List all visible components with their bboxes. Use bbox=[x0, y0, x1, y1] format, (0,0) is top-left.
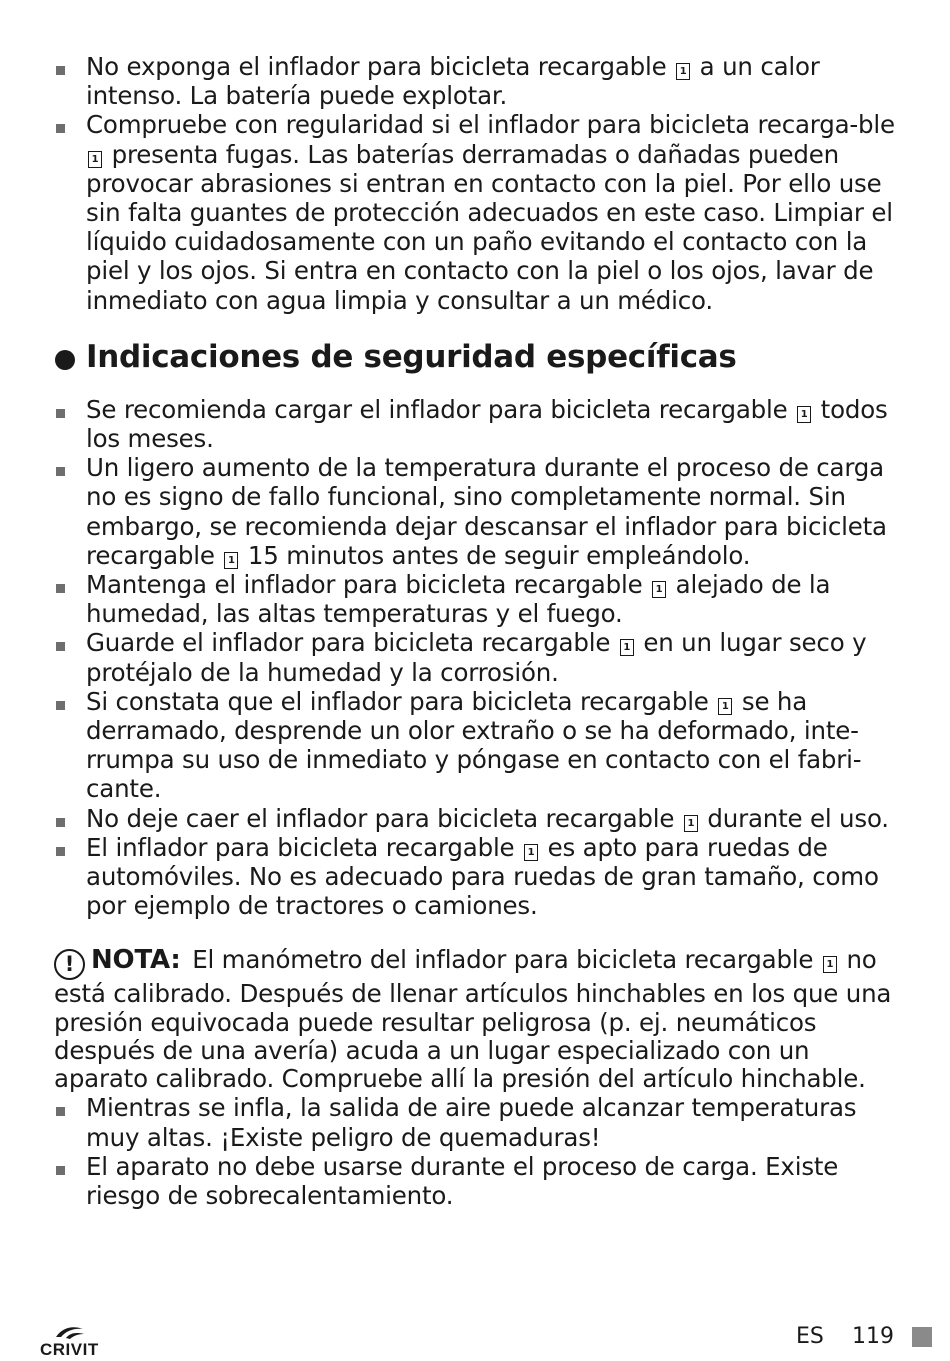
section-heading bbox=[54, 337, 904, 377]
bullet-square bbox=[56, 1107, 65, 1116]
section-title: Indicaciones de seguridad específicas bbox=[86, 338, 737, 375]
language-code: ES bbox=[796, 1324, 824, 1349]
list-item: El aparato no debe usarse durante el proceso de carga. Existe riesgo de sobrecalentamiento. bbox=[54, 1152, 904, 1210]
bullet-square bbox=[56, 1166, 65, 1175]
bullet-square bbox=[56, 818, 65, 827]
bullet-square bbox=[56, 701, 65, 710]
component-ref-marker: 1 bbox=[620, 639, 634, 656]
safety-bullet-list bbox=[54, 395, 904, 921]
component-ref-marker: 1 bbox=[797, 406, 811, 423]
list-item: Compruebe con regularidad si el inflador para bicicleta recarga-ble 1 presenta fugas. Las baterías derramadas o dañadas pueden provocar abrasiones si entran en contacto con la piel. Por ello use sin falta guantes de protección adecuados en este caso. Limpiar el líquido cuidadosamente con un paño evitando el contacto con la piel y los ojos. Si entra en contacto con la piel o los ojos, lavar de inmediato con agua limpia y consultar a un médico. bbox=[54, 110, 904, 314]
component-ref-marker: 1 bbox=[684, 815, 698, 832]
page-content bbox=[54, 52, 904, 1210]
component-ref-marker: 1 bbox=[718, 698, 732, 715]
note-paragraph: ! NOTA: El manómetro del inflador para bicicleta recargable 1 no está calibrado. Después de llenar artículos hinchables en los que una presión equivocada puede resultar peligrosa (p. ej. neumáticos después de una avería) acuda a un lugar especializado con un aparato calibrado. Compruebe allí la presión del artículo hinchable. bbox=[54, 945, 892, 1094]
top-bullet-list bbox=[54, 52, 904, 315]
brand-swoosh-icon bbox=[54, 1324, 86, 1340]
bullet-square bbox=[56, 642, 65, 651]
heading-dot-icon bbox=[55, 350, 75, 370]
component-ref-marker: 1 bbox=[652, 581, 666, 598]
bullet-square bbox=[56, 467, 65, 476]
crivit-logo bbox=[40, 1324, 108, 1360]
bullet-square bbox=[56, 124, 65, 133]
component-ref-marker: 1 bbox=[524, 844, 538, 861]
note-bullet-list bbox=[54, 1093, 904, 1210]
list-item: Mientras se infla, la salida de aire puede alcanzar temperaturas muy altas. ¡Existe peligro de quemaduras! bbox=[54, 1093, 904, 1151]
note-label: NOTA: bbox=[91, 945, 181, 976]
bullet-square bbox=[56, 66, 65, 75]
list-item: No exponga el inflador para bicicleta recargable 1 a un calor intenso. La batería puede explotar. bbox=[54, 52, 904, 110]
page-number: 119 bbox=[852, 1324, 894, 1349]
bullet-square bbox=[56, 584, 65, 593]
list-item: Guarde el inflador para bicicleta recargable 1 en un lugar seco y protéjalo de la humedad y la corrosión. bbox=[54, 628, 904, 686]
exclamation-circle-icon: ! bbox=[54, 949, 85, 980]
component-ref-marker: 1 bbox=[88, 151, 102, 168]
list-item: No deje caer el inflador para bicicleta recargable 1 durante el uso. bbox=[54, 804, 904, 833]
page-corner-marker bbox=[912, 1327, 932, 1347]
page-footer bbox=[0, 1318, 950, 1361]
bullet-square bbox=[56, 409, 65, 418]
component-ref-marker: 1 bbox=[676, 63, 690, 80]
component-ref-marker: 1 bbox=[823, 956, 837, 973]
bullet-square bbox=[56, 847, 65, 856]
logo-text: CRIVIT bbox=[40, 1340, 99, 1359]
list-item: Si constata que el inflador para bicicleta recargable 1 se ha derramado, desprende un olor extraño o se ha deformado, inte-rrumpa su uso de inmediato y póngase en contacto con el fabri-cante. bbox=[54, 687, 904, 804]
component-ref-marker: 1 bbox=[224, 552, 238, 569]
list-item: El inflador para bicicleta recargable 1 es apto para ruedas de automóviles. No es adecuado para ruedas de gran tamaño, como por ejemplo de tractores o camiones. bbox=[54, 833, 904, 921]
list-item: Un ligero aumento de la temperatura durante el proceso de carga no es signo de fallo funcional, sino completamente normal. Sin embargo, se recomienda dejar descansar el inflador para bicicleta recargable 1 15 minutos antes de seguir empleándolo. bbox=[54, 453, 904, 570]
list-item: Se recomienda cargar el inflador para bicicleta recargable 1 todos los meses. bbox=[54, 395, 904, 453]
list-item: Mantenga el inflador para bicicleta recargable 1 alejado de la humedad, las altas temperaturas y el fuego. bbox=[54, 570, 904, 628]
